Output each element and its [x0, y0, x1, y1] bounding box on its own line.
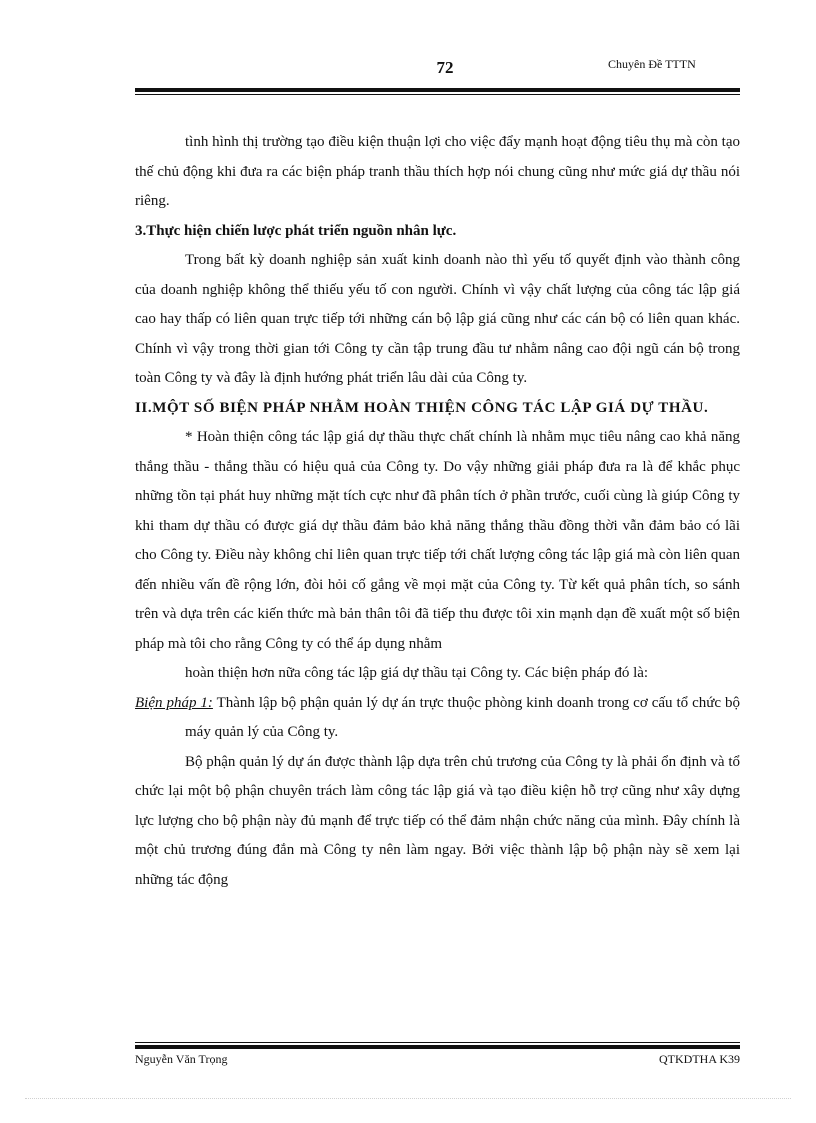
paragraph-project-department: Bộ phận quản lý dự án được thành lập dựa trên chủ trương của Công ty là phải ổn định và tổ chức lại một bộ phận chuyên trách làm công tác lập giá và tạo điều kiện hỗ trợ cũng như xây dựng lực lượng cho bộ phận này đủ mạnh để trực tiếp có thể đảm nhận chức năng của mình. Đây chính là một chủ trương đúng đắn mà Công ty nên làm ngay. Bởi việc thành lập bộ phận này sẽ xem lại những tác động: [135, 753, 740, 888]
heading-hr-strategy: 3.Thực hiện chiến lược phát triển nguồn nhân lực.: [135, 222, 457, 239]
measure-1-text: Thành lập bộ phận quản lý dự án trực thuộc phòng kinh doanh trong cơ cấu tổ chức bộ máy quản lý của Công ty.: [185, 694, 740, 740]
footer-class-code: QTKDTHA K39: [659, 1052, 740, 1066]
measure-1: [135, 689, 740, 748]
document-body: [135, 128, 740, 895]
page-number: 72: [436, 58, 454, 77]
section-heading-measures: II.MỘT SỐ BIỆN PHÁP NHẰM HOÀN THIỆN CÔNG TÁC LẬP GIÁ DỰ THẦU.: [135, 399, 709, 416]
header-rule-thin: [135, 94, 740, 95]
footer-author: Nguyễn Văn Trọng: [135, 1052, 228, 1066]
header-label: Chuyên Đề TTTN: [608, 57, 696, 71]
measure-1-label: Biện pháp 1:: [135, 694, 213, 711]
header-rule-thick: [135, 88, 740, 92]
paragraph-improvement: * Hoàn thiện công tác lập giá dự thầu thực chất chính là nhằm mục tiêu nâng cao khả năng thắng thầu - thắng thầu có hiệu quả của Công ty. Do vậy những giải pháp đưa ra là để khắc phục những tồn tại phát huy những mặt tích cực như đã phân tích ở phần trước, cuối cùng là giúp Công ty khi tham dự thầu có được giá dự thầu đảm bảo khả năng thắng thầu đồng thời vẫn đảm bảo có lãi cho Công ty. Điều này không chỉ liên quan trực tiếp tới chất lượng công tác lập giá mà còn liên quan đến nhiều vấn đề rộng lớn, đòi hỏi cố gắng về mọi mặt của Công ty. Từ kết quả phân tích, so sánh trên và dựa trên các kiến thức mà bản thân tôi đã tiếp thu được tôi xin mạnh dạn đề xuất một số biện pháp mà tôi cho rằng Công ty có thể áp dụng nhằm: [135, 429, 740, 652]
paragraph-measures-intro: hoàn thiện hơn nữa công tác lập giá dự thầu tại Công ty. Các biện pháp đó là:: [185, 665, 649, 681]
paragraph-human-resources: Trong bất kỳ doanh nghiệp sản xuất kinh doanh nào thì yếu tố quyết định vào thành công của doanh nghiệp không thể thiếu yếu tố con người. Chính vì vậy chất lượng của công tác lập giá cao hay thấp có liên quan trực tiếp tới những cán bộ lập giá cũng như các cán bộ có liên quan khác. Chính vì vậy trong thời gian tới Công ty cần tập trung đầu tư nhằm nâng cao đội ngũ cán bộ trong toàn Công ty và đây là định hướng phát triển lâu dài của Công ty.: [135, 252, 740, 386]
page-edge-divider: [25, 1098, 791, 1099]
paragraph-market: tình hình thị trường tạo điều kiện thuận lợi cho việc đẩy mạnh hoạt động tiêu thụ mà còn tạo thế chủ động khi đưa ra các biện pháp tranh thầu thích hợp nói chung cũng như mức giá dự thầu nói riêng.: [135, 134, 740, 209]
footer-rule-thick: [135, 1045, 740, 1049]
footer-rule-thin: [135, 1042, 740, 1043]
